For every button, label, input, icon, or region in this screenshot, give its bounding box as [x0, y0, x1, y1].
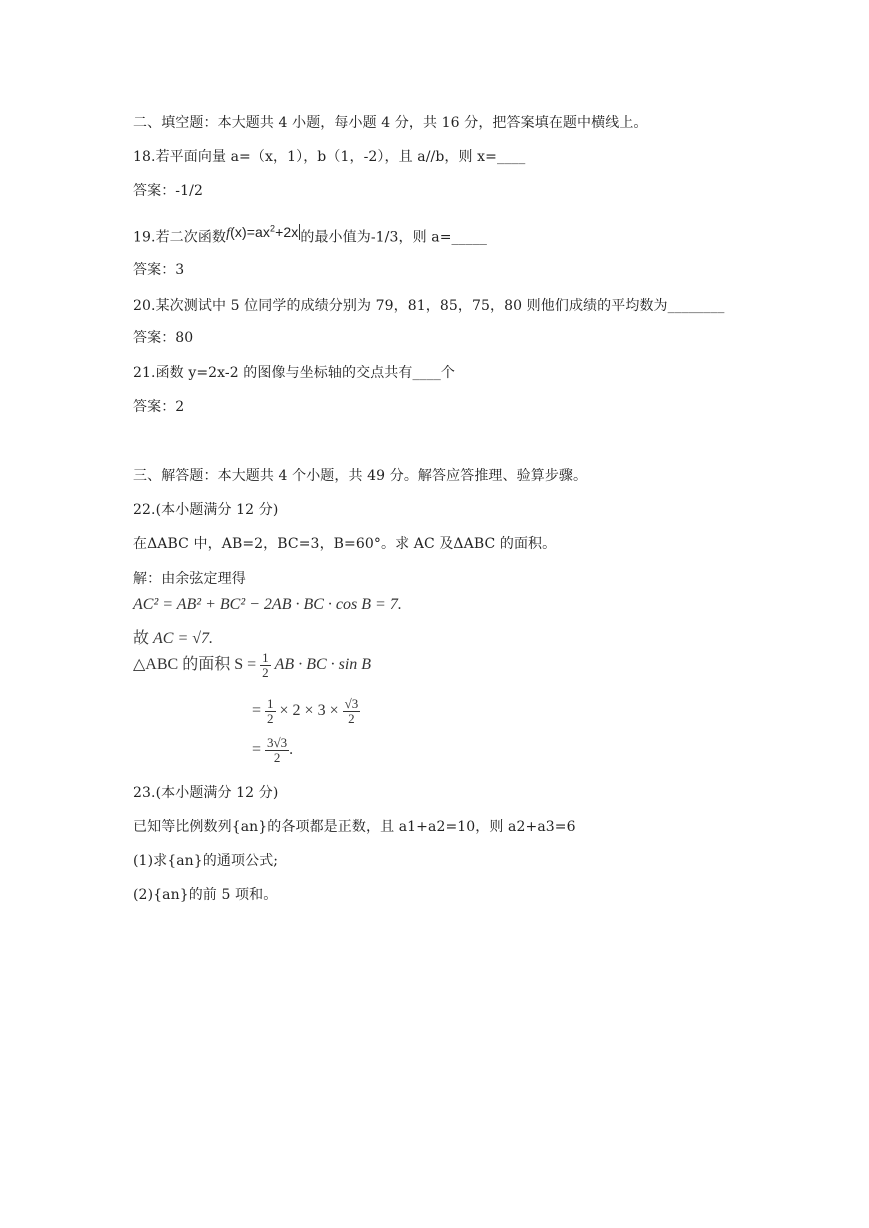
quadratic-function-formula — [226, 224, 300, 240]
question-19 — [133, 224, 487, 248]
answer-21: 答案：2 — [133, 399, 185, 415]
math-line-2-text: AC = √7. — [153, 630, 214, 647]
math-line-5-fraction — [265, 736, 289, 765]
question-21: 21.函数 y=2x-2 的图像与坐标轴的交点共有____个 — [133, 365, 455, 381]
fx-sup: 2 — [269, 223, 276, 233]
fx-tail: +2x — [275, 223, 299, 240]
math-line-5-prefix: = — [252, 741, 266, 759]
section3-heading: 三、解答题：本大题共 4 个小题，共 49 分。解答应答推理、验算步骤。 — [133, 468, 588, 484]
math-line-3 — [133, 651, 371, 680]
question-20: 20.某次测试中 5 位同学的成绩分别为 79，81，85，75，80 则他们成绩的平均数为________ — [133, 298, 725, 314]
question-23-title: 23.(本小题满分 12 分) — [133, 785, 279, 801]
question-22-body: 在ΔABC 中，AB=2，BC=3，B=60°。求 AC 及ΔABC 的面积。 — [133, 536, 557, 552]
frac-den: 2 — [273, 750, 281, 765]
question-19-suffix: 的最小值为-1/3，则 a=_____ — [300, 229, 488, 246]
math-line-1-text: AC² = AB² + BC² − 2AB · BC · cos B = 7. — [133, 596, 402, 613]
math-line-1 — [133, 596, 402, 614]
frac-num: √3 — [344, 696, 359, 711]
math-line-3-prefix: △ABC 的面积 S = — [133, 656, 261, 674]
frac-den: 2 — [267, 711, 274, 726]
math-line-4-fraction-1 — [265, 697, 276, 726]
math-line-4-fraction-2 — [343, 697, 361, 726]
frac-num: 1 — [267, 696, 274, 711]
frac-den: 2 — [348, 711, 355, 726]
fx-rest: (x)=ax — [230, 223, 270, 240]
frac-num: 1 — [262, 650, 269, 665]
math-line-2 — [133, 625, 213, 648]
math-line-4 — [252, 697, 360, 726]
answer-20: 答案：80 — [133, 330, 194, 346]
section2-heading: 二、填空题：本大题共 4 小题，每小题 4 分，共 16 分，把答案填在题中横线上。 — [133, 115, 648, 131]
math-line-4-middle: × 2 × 3 × — [279, 702, 343, 720]
fx-f: f — [226, 225, 231, 241]
math-line-5-suffix: . — [289, 741, 294, 759]
math-line-2-prefix: 故 — [133, 630, 154, 647]
question-23-part-1: (1)求{an}的通项公式; — [133, 853, 279, 869]
question-23-part-2: (2){an}的前 5 项和。 — [133, 887, 278, 903]
question-22-title: 22.(本小题满分 12 分) — [133, 502, 279, 518]
math-line-4-prefix: = — [252, 702, 266, 720]
frac-den: 2 — [262, 665, 269, 680]
question-19-prefix: 19.若二次函数 — [133, 229, 227, 246]
math-line-3-fraction — [260, 651, 271, 680]
question-23-body: 已知等比例数列{an}的各项都是正数，且 a1+a2=10，则 a2+a3=6 — [133, 819, 576, 835]
answer-18: 答案：-1/2 — [133, 183, 203, 199]
frac-num: 3√3 — [267, 735, 288, 750]
answer-19: 答案：3 — [133, 262, 185, 278]
math-line-5 — [252, 736, 293, 765]
question-22-solution-intro: 解：由余弦定理得 — [133, 571, 246, 587]
question-18: 18.若平面向量 a=（x，1），b（1，-2），且 a//b，则 x=____ — [133, 149, 526, 165]
math-line-3-suffix: AB · BC · sin B — [274, 656, 372, 674]
